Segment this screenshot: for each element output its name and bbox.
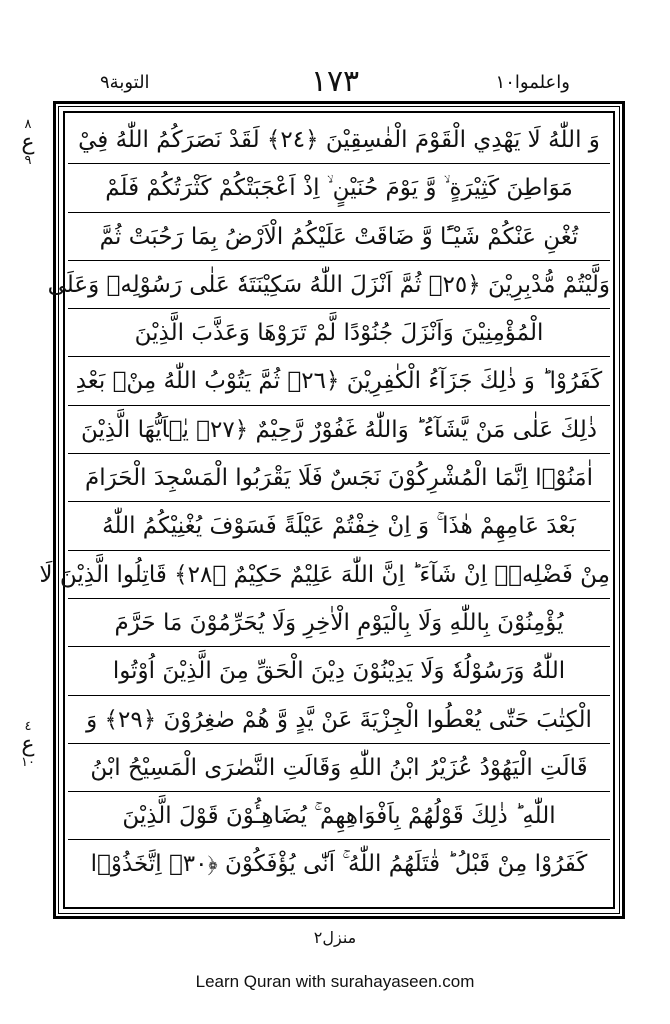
text-line: وَلَّيْتُمْ مُّدْبِرِيْنَ ﴿٢٥﴾ ثُمَّ اَنْزَلَ اللّٰهُ سَكِيْنَتَهٗ عَلٰى رَسُوْلِهٖ وَعَلَى bbox=[68, 261, 610, 309]
surah-name: التوبة٩ bbox=[100, 72, 150, 93]
quran-text-lines bbox=[39, 116, 610, 889]
ruku-symbol: ع bbox=[21, 732, 35, 757]
text-line: ذٰلِكَ عَلٰى مَنْ يَّشَآءُ ؕ وَاللّٰهُ غَفُوْرٌ رَّحِيْمٌ ﴿٢٧﴾ يٰۤاَيُّهَا الَّذِيْنَ bbox=[68, 406, 610, 454]
ruku-marker-bottom-number: ١٠ bbox=[21, 755, 35, 770]
ruku-marker-bottom-number: ٩ bbox=[24, 153, 32, 168]
text-line: الْمُؤْمِنِيْنَ وَاَنْزَلَ جُنُوْدًا لَّمْ تَرَوْهَا وَعَذَّبَ الَّذِيْنَ bbox=[68, 309, 610, 357]
text-line: اللّٰهُ وَرَسُوْلُهٗ وَلَا يَدِيْنُوْنَ دِيْنَ الْحَقِّ مِنَ الَّذِيْنَ اُوْتُوا bbox=[68, 647, 610, 695]
ruku-marker-top-number: ٨ bbox=[24, 117, 32, 132]
ruku-marker-top-number: ٤ bbox=[24, 719, 32, 734]
ruku-marker-2 bbox=[8, 720, 48, 770]
text-line: كَفَرُوْا ؕ وَ ذٰلِكَ جَزَآءُ الْكٰفِرِيْنَ ﴿٢٦﴾ ثُمَّ يَتُوْبُ اللّٰهُ مِنْۢ بَعْدِ bbox=[68, 357, 610, 405]
text-line: مِنْ فَضْلِهٖۤ اِنْ شَآءَ ؕ اِنَّ اللّٰهَ عَلِيْمٌ حَكِيْمٌ ﴿٢٨﴾ قَاتِلُوا الَّذِيْنَ لَا bbox=[68, 551, 610, 599]
text-line: تُغْنِ عَنْكُمْ شَيْـًٔا وَّ ضَاقَتْ عَلَيْكُمُ الْاَرْضُ بِمَا رَحُبَتْ ثُمَّ bbox=[68, 213, 610, 261]
text-line: كَفَرُوْا مِنْ قَبْلُ ؕ قٰتَلَهُمُ اللّٰهُ ۚ اَنّٰى يُؤْفَكُوْنَ ﴿٣٠﴾ اِتَّخَذُوْۤا bbox=[90, 851, 588, 878]
ruku-symbol: ع bbox=[21, 130, 35, 155]
text-line: الْكِتٰبَ حَتّٰى يُعْطُوا الْجِزْيَةَ عَنْ يَّدٍ وَّ هُمْ صٰغِرُوْنَ ﴿٢٩﴾ وَ bbox=[68, 696, 610, 744]
text-line: وَ اللّٰهُ لَا يَهْدِي الْقَوْمَ الْفٰسِقِيْنَ ﴿٢٤﴾ لَقَدْ نَصَرَكُمُ اللّٰهُ فِيْ bbox=[68, 116, 610, 164]
ruku-marker-1 bbox=[8, 118, 48, 168]
text-line: قَالَتِ الْيَهُوْدُ عُزَيْرُ ابْنُ اللّٰهِ وَقَالَتِ النَّصٰرَى الْمَسِيْحُ ابْنُ bbox=[68, 744, 610, 792]
text-line: اٰمَنُوْۤا اِنَّمَا الْمُشْرِكُوْنَ نَجَسٌ فَلَا يَقْرَبُوا الْمَسْجِدَ الْحَرَامَ bbox=[68, 454, 610, 502]
text-line: بَعْدَ عَامِهِمْ هٰذَا ۚ وَ اِنْ خِفْتُمْ عَيْلَةً فَسَوْفَ يُغْنِيْكُمُ اللّٰهُ bbox=[68, 502, 610, 550]
text-line: يُؤْمِنُوْنَ بِاللّٰهِ وَلَا بِالْيَوْمِ الْاٰخِرِ وَلَا يُحَرِّمُوْنَ مَا حَرَّمَ bbox=[68, 599, 610, 647]
text-line: مَوَاطِنَ كَثِيْرَةٍ ۙ وَّ يَوْمَ حُنَيْنٍ ۙ اِذْ اَعْجَبَتْكُمْ كَثْرَتُكُمْ فَلَمْ bbox=[68, 164, 610, 212]
text-line: اللّٰهِ ؕ ذٰلِكَ قَوْلُهُمْ بِاَفْوَاهِهِمْ ۚ يُضَاهِـُٔوْنَ قَوْلَ الَّذِيْنَ bbox=[68, 792, 610, 840]
para-name: واعلموا١٠ bbox=[495, 72, 570, 93]
page-number: ١٧٣ bbox=[310, 64, 360, 99]
website-credit: Learn Quran with surahayaseen.com bbox=[195, 972, 475, 991]
manzil-label: منزل٢ bbox=[313, 928, 357, 947]
